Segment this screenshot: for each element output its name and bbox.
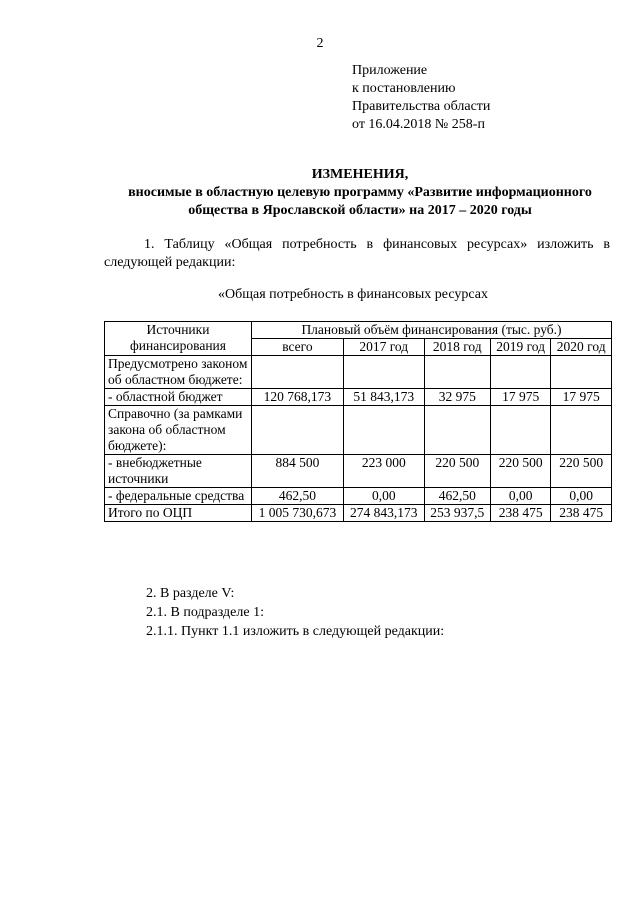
table-cell: 0,00 bbox=[343, 488, 424, 505]
appendix-block bbox=[352, 62, 490, 134]
table-cell: 0,00 bbox=[551, 488, 612, 505]
list-item: 2.1. В подразделе 1: bbox=[146, 605, 264, 620]
list-item: 2. В разделе V: bbox=[146, 586, 235, 601]
empty-cell bbox=[424, 356, 490, 389]
column-header: всего bbox=[252, 339, 344, 356]
column-header: 2020 год bbox=[551, 339, 612, 356]
table-cell: 253 937,5 bbox=[424, 505, 490, 522]
row-label: - внебюджетные источники bbox=[105, 455, 252, 488]
table-row bbox=[105, 356, 612, 389]
document-title bbox=[100, 166, 620, 220]
table-cell: 220 500 bbox=[424, 455, 490, 488]
title-line: вносимые в областную целевую программу «Развитие информационного bbox=[128, 185, 592, 200]
table-cell: 274 843,173 bbox=[343, 505, 424, 522]
empty-cell bbox=[252, 356, 344, 389]
table-cell: 120 768,173 bbox=[252, 389, 344, 406]
list-item: 2.1.1. Пункт 1.1 изложить в следующей редакции: bbox=[146, 624, 445, 639]
empty-cell bbox=[343, 356, 424, 389]
column-header: 2017 год bbox=[343, 339, 424, 356]
row-label: - областной бюджет bbox=[105, 389, 252, 406]
empty-cell bbox=[424, 406, 490, 455]
empty-cell bbox=[490, 356, 551, 389]
page-number: 2 bbox=[316, 36, 324, 51]
table-cell: 462,50 bbox=[252, 488, 344, 505]
table-cell: 1 005 730,673 bbox=[252, 505, 344, 522]
appendix-line: Правительства области bbox=[352, 99, 491, 114]
table-cell: 0,00 bbox=[490, 488, 551, 505]
appendix-line: к постановлению bbox=[352, 81, 456, 96]
table-cell: 884 500 bbox=[252, 455, 344, 488]
table-cell: 238 475 bbox=[490, 505, 551, 522]
row-label: Итого по ОЦП bbox=[105, 505, 252, 522]
table-cell: 238 475 bbox=[551, 505, 612, 522]
table-cell: 32 975 bbox=[424, 389, 490, 406]
column-header: 2018 год bbox=[424, 339, 490, 356]
table-row bbox=[105, 488, 612, 505]
appendix-line: Приложение bbox=[352, 63, 428, 78]
following-items bbox=[146, 584, 444, 641]
table-cell: 220 500 bbox=[551, 455, 612, 488]
empty-cell bbox=[490, 406, 551, 455]
empty-cell bbox=[551, 356, 612, 389]
table-row bbox=[105, 455, 612, 488]
plan-header: Плановый объём финансирования (тыс. руб.) bbox=[252, 322, 612, 339]
table-cell: 51 843,173 bbox=[343, 389, 424, 406]
group-label: Справочно (за рамками закона об областном бюджете): bbox=[105, 406, 252, 455]
empty-cell bbox=[252, 406, 344, 455]
table-cell: 17 975 bbox=[490, 389, 551, 406]
title-line: общества в Ярославской области» на 2017 – 2020 годы bbox=[188, 203, 532, 218]
title-heading: ИЗМЕНЕНИЯ, bbox=[311, 167, 409, 182]
column-header: 2019 год bbox=[490, 339, 551, 356]
appendix-line: от 16.04.2018 № 258-п bbox=[352, 117, 485, 132]
group-label: Предусмотрено законом об областном бюджете: bbox=[105, 356, 252, 389]
table-row bbox=[105, 389, 612, 406]
empty-cell bbox=[551, 406, 612, 455]
paragraph-1: 1. Таблицу «Общая потребность в финансовых ресурсах» изложить в следующей редакции: bbox=[104, 237, 610, 270]
table-cell: 17 975 bbox=[551, 389, 612, 406]
row-label: - федеральные средства bbox=[105, 488, 252, 505]
table-header-row bbox=[105, 322, 612, 339]
financing-table bbox=[104, 321, 612, 522]
source-header: Источники финансирования bbox=[105, 322, 252, 356]
table-row bbox=[105, 406, 612, 455]
table-cell: 462,50 bbox=[424, 488, 490, 505]
table-cell: 223 000 bbox=[343, 455, 424, 488]
table-cell: 220 500 bbox=[490, 455, 551, 488]
table-caption: «Общая потребность в финансовых ресурсах bbox=[218, 287, 488, 302]
empty-cell bbox=[343, 406, 424, 455]
table-total-row bbox=[105, 505, 612, 522]
